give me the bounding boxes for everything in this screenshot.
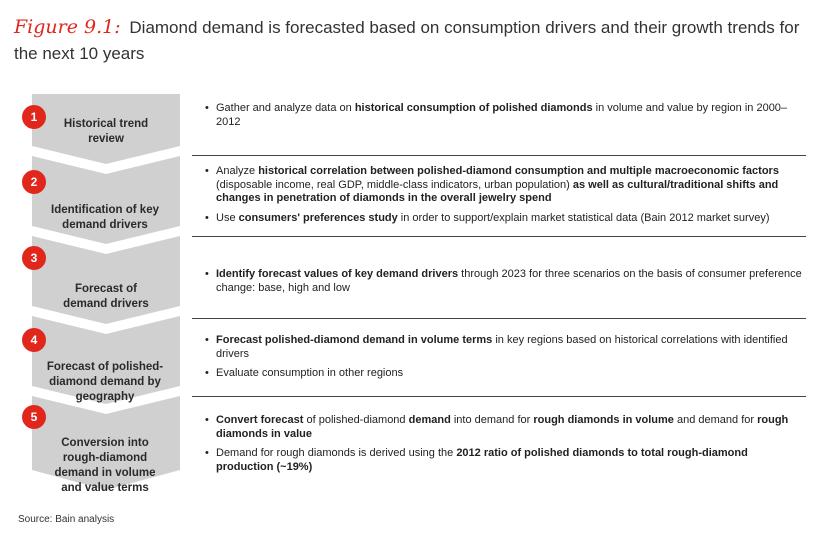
bullet-text-run: in order to support/explain market statistical data (Bain 2012 market survey) [397, 211, 770, 224]
step-2-badge: 2 [22, 170, 46, 194]
step-3-details [205, 268, 805, 301]
step-4-badge: 4 [22, 328, 46, 352]
bullet-text-run: consumers' preferences study [238, 211, 398, 224]
figure-number: Figure 9.1: [14, 16, 121, 38]
step-2-bullet-2 [205, 212, 805, 226]
bullet-text-run: of polished-diamond [303, 414, 409, 426]
bullet-text-run: demand [408, 414, 451, 426]
bullet-text-run: into demand for [450, 414, 534, 426]
bullet-text-run: in volume and value by region in 2000–2012 [216, 102, 788, 128]
step-1-label: Historical trend review [63, 118, 149, 145]
figure-title-text: Diamond demand is forecasted based on consumption drivers and their growth trends for the next 10 years [14, 18, 800, 63]
step-1-badge: 1 [22, 105, 46, 129]
bullet-text-run: rough diamonds in volume [533, 414, 674, 426]
step-5-bullet-1 [205, 414, 805, 441]
divider-2 [192, 236, 806, 237]
bullet-text-run: in key regions based on historical correlations with identified drivers [216, 334, 788, 360]
step-4-bullet-2 [205, 367, 805, 381]
step-2-bullet-1 [205, 165, 805, 206]
bullet-text-run: 2012 ratio of polished diamonds to total rough-diamond production (~19%) [216, 447, 748, 473]
step-5-details [205, 414, 805, 480]
step-3-bullet-1 [205, 268, 805, 295]
divider-1 [192, 155, 806, 156]
bullet-text-run: Evaluate consumption in other regions [216, 367, 404, 379]
bullet-text-run: Analyze [216, 165, 259, 177]
step-2-label: Identification of key demand drivers [51, 204, 159, 231]
step-4-details [205, 334, 805, 387]
bullet-text-run: Gather and analyze data on [216, 102, 355, 114]
divider-3 [192, 318, 806, 319]
bullet-text-run: Identify forecast values of key demand drivers [216, 268, 459, 280]
step-5-label: Conversion into rough-diamond demand in volume and value terms [54, 437, 156, 494]
step-1-bullet-1 [205, 102, 805, 129]
step-3-badge: 3 [22, 246, 46, 270]
step-2-details [205, 165, 805, 231]
bullet-text-run: Use [216, 211, 239, 224]
step-5-bullet-2 [205, 447, 805, 474]
bullet-text-run: (disposable income, real GDP, middle-class indicators, urban population) [216, 178, 573, 191]
bullet-text-run: Forecast polished-diamond demand in volume terms [216, 334, 493, 346]
bullet-text-run: rough diamonds in value [216, 414, 789, 440]
divider-4 [192, 396, 806, 397]
bullet-text-run: historical consumption of polished diamonds [354, 102, 593, 114]
bullet-text-run: and demand for [673, 414, 758, 426]
step-4-label: Forecast of polished-diamond demand by geography [46, 361, 164, 403]
source-note: Source: Bain analysis [18, 514, 115, 525]
bullet-text-run: as well as cultural/traditional shifts and changes in penetration of diamonds in the overall jewelry spend [216, 178, 779, 204]
step-5-badge: 5 [22, 405, 46, 429]
bullet-text-run: Convert forecast [216, 414, 304, 426]
bullet-text-run: through 2023 for three scenarios on the basis of consumer preference change: base, high and low [216, 268, 802, 294]
bullet-text-run: Demand for rough diamonds is derived using the [216, 447, 457, 459]
step-4-bullet-1 [205, 334, 805, 361]
bullet-text-run: historical correlation between polished-diamond consumption and multiple macroeconomic factors [258, 165, 779, 177]
step-3-label: Forecast of demand drivers [63, 283, 149, 310]
step-1-details [205, 102, 805, 135]
